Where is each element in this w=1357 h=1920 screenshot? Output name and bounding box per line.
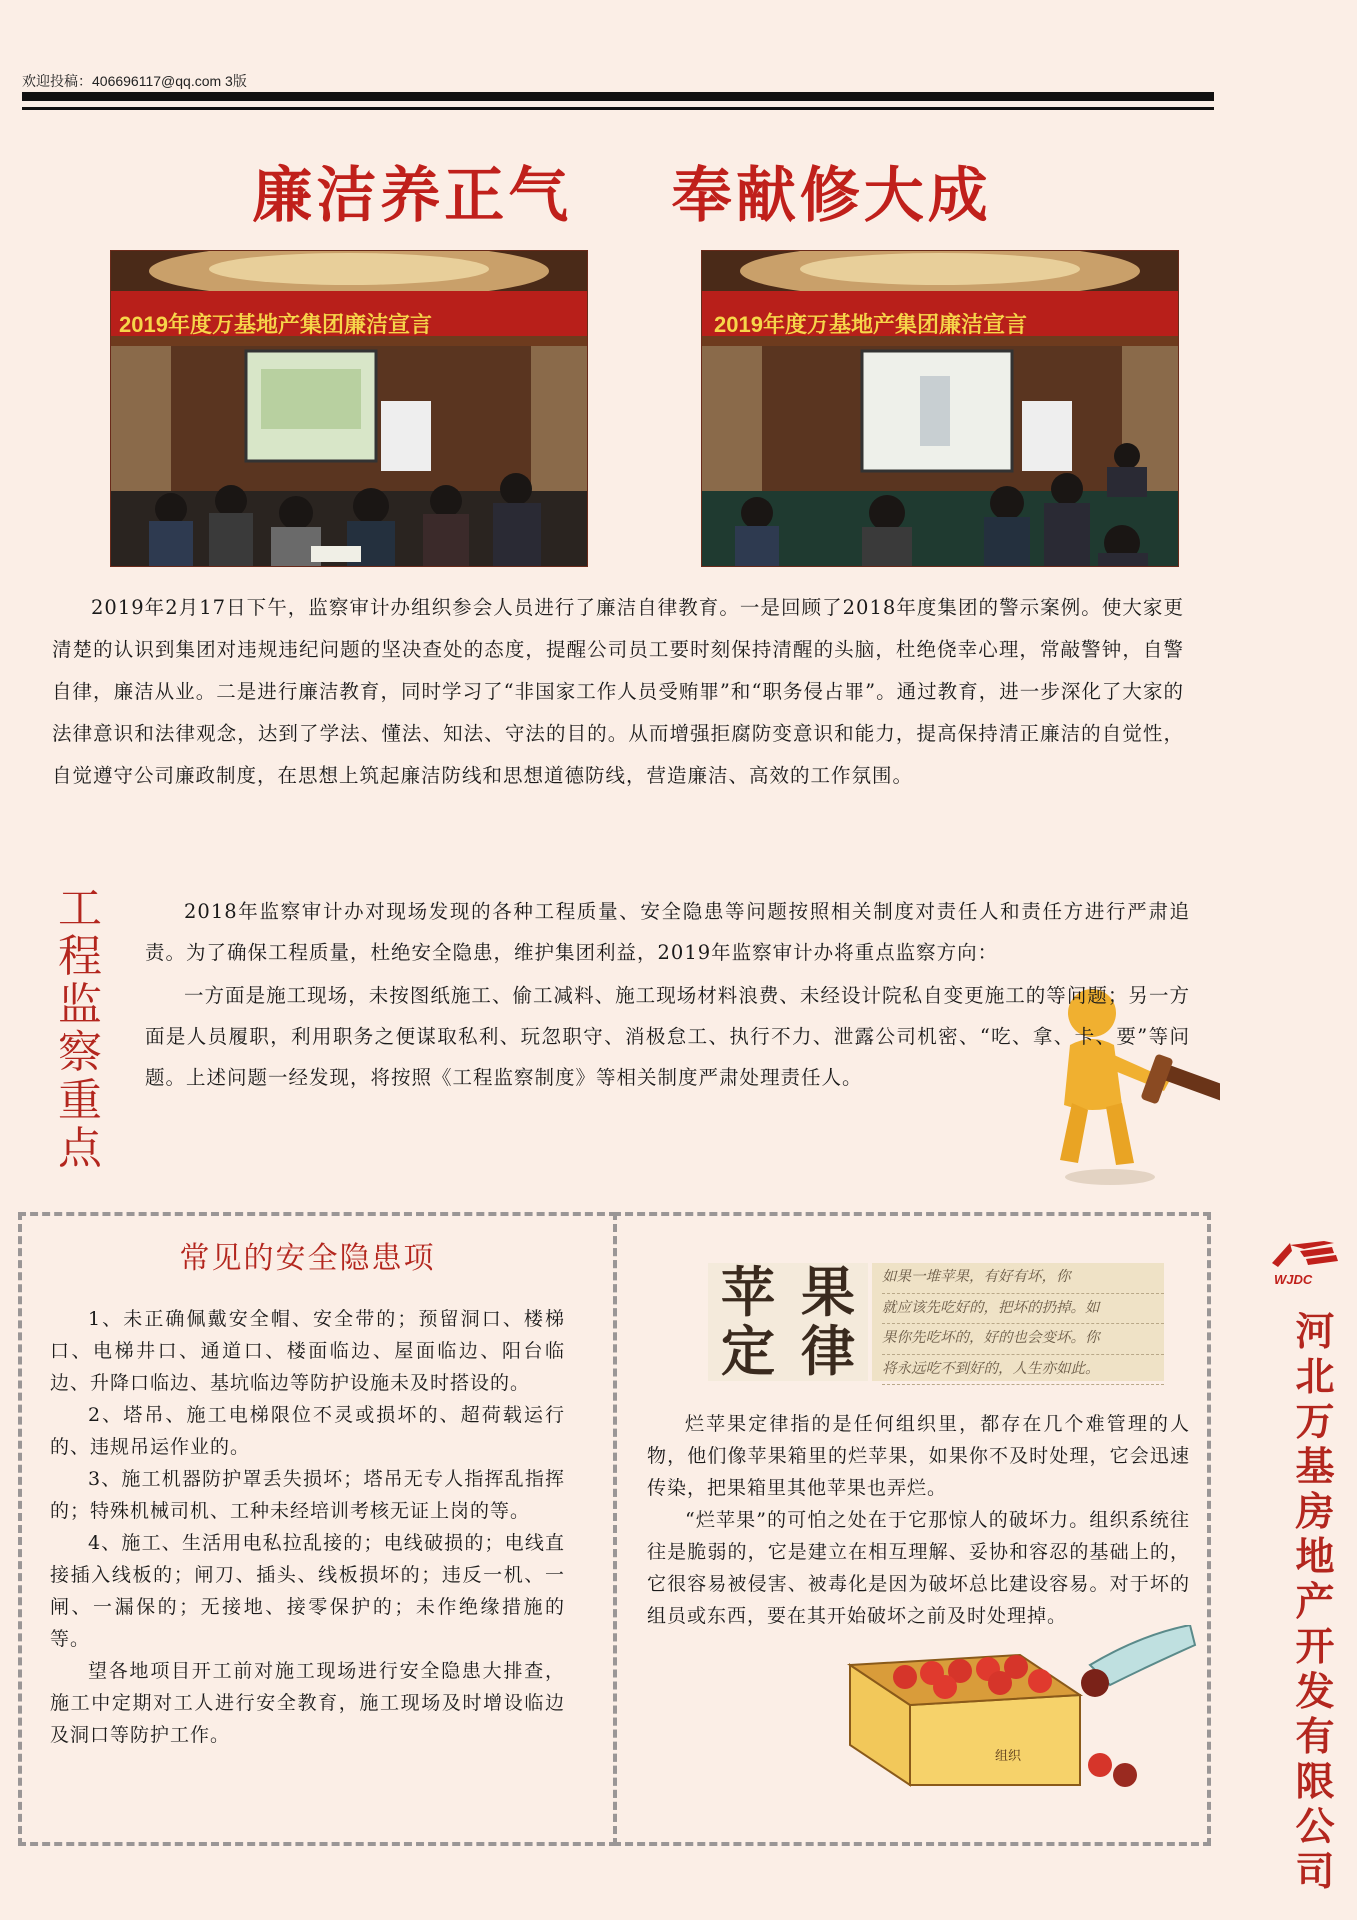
section-title-char: 程: [58, 931, 102, 982]
safety-item: 2、塔吊、施工电梯限位不灵或损坏的、超荷载运行的、违规吊运作业的。: [50, 1404, 565, 1458]
meeting-photo-2: [701, 250, 1179, 567]
page-headline: 廉洁养正气 奉献修大成: [252, 161, 992, 231]
company-char: 产: [1295, 1581, 1335, 1624]
apple-para-1: 烂苹果定律指的是任何组织里，都存在几个难管理的人物，他们像苹果箱里的烂苹果，如果你不及时处理，它会迅速传染，把果箱里其他苹果也弄烂。: [647, 1413, 1190, 1499]
apple-crate-illustration: [840, 1625, 1200, 1810]
article-supervision: [145, 891, 1190, 1098]
section-title-char: 监: [58, 979, 102, 1030]
article-education-text: 2019年2月17日下午，监察审计办组织参会人员进行了廉洁自律教育。一是回顾了2018年度集团的警示案例。使大家更清楚的认识到集团对违规违纪问题的坚决查处的态度，提醒公司员工要时刻保持清醒的头脑，杜绝侥幸心理，常敲警钟，自警自律，廉洁从业。二是进行廉洁教育，同时学习了“非国家工作人员受贿罪”和“职务侵占罪”。通过教育，进一步深化了大家的法律意识和法律观念，达到了学法、懂法、知法、守法的目的。从而增强拒腐防变意识和能力，提高保持清正廉洁的自觉性，自觉遵守公司廉政制度，在思想上筑起廉洁防线和思想道德防线，营造廉洁、高效的工作氛围。: [52, 596, 1184, 787]
company-char: 司: [1295, 1851, 1335, 1894]
apple-law-logo: [708, 1263, 868, 1381]
company-char: 万: [1295, 1401, 1335, 1444]
logo-char: 律: [801, 1320, 855, 1383]
company-char: 房: [1295, 1491, 1335, 1534]
company-char: 公: [1295, 1806, 1335, 1849]
photo-1-banner: 2019年度万基地产集团廉洁宣言: [119, 312, 432, 337]
company-logo: [1264, 1237, 1344, 1291]
company-char: 发: [1295, 1671, 1335, 1714]
logo-char: 果: [801, 1261, 855, 1324]
quote-line: 将永远吃不到好的，人生亦如此。: [882, 1355, 1164, 1386]
header-rule-thick: [22, 92, 1214, 101]
safety-content: [50, 1233, 565, 1751]
company-char: 地: [1295, 1536, 1335, 1579]
quote-line: 就应该先吃好的，把坏的扔掉。如: [882, 1294, 1164, 1325]
apple-law-text: [647, 1408, 1190, 1632]
safety-closing: 望各地项目开工前对施工现场进行安全隐患大排查，施工中定期对工人进行安全教育，施工现场及时增设临边及洞口等防护工作。: [50, 1660, 565, 1746]
supervision-para-2: 一方面是施工现场，未按图纸施工、偷工减料、施工现场材料浪费、未经设计院私自变更施工的等问题；另一方面是人员履职，利用职务之便谋取私利、玩忽职守、消极怠工、执行不力、泄露公司机密、“吃、拿、卡、要”等问题。上述问题一经发现，将按照《工程监察制度》等相关制度严肃处理责任人。: [145, 984, 1190, 1089]
safety-item: 4、施工、生活用电私拉乱接的；电线破损的；电线直接插入线板的；闸刀、插头、线板损坏的；违反一机、一闸、一漏保的；无接地、接零保护的；未作绝缘措施的等。: [50, 1532, 565, 1650]
header-rule-thin: [22, 107, 1214, 110]
company-char: 北: [1295, 1356, 1335, 1399]
contact-line: 欢迎投稿：406696117@qq.com 3版: [22, 73, 247, 89]
apple-para-2: “烂苹果”的可怕之处在于它那惊人的破坏力。组织系统往往是脆弱的，它是建立在相互理解、妥协和容忍的基础上的，它很容易被侵害、被毒化是因为破坏总比建设容易。对于坏的组员或东西，要在其开始破坏之前及时处理掉。: [647, 1509, 1190, 1627]
section-title-char: 点: [58, 1123, 102, 1174]
safety-item: 1、未正确佩戴安全帽、安全带的；预留洞口、楼梯口、电梯井口、通道口、楼面临边、屋面临边、阳台临边、升降口临边、基坑临边等防护设施未及时搭设的。: [50, 1308, 565, 1394]
meeting-photo-2-illustration: [702, 251, 1178, 566]
section-title-char: 工: [58, 883, 102, 934]
safety-list: [50, 1303, 565, 1751]
company-char: 基: [1295, 1446, 1335, 1489]
quote-line: 如果一堆苹果，有好有坏，你: [882, 1263, 1164, 1294]
company-logo-text: WJDC: [1274, 1272, 1313, 1287]
section-title-vertical: [54, 885, 106, 1173]
quote-line: 果你先吃坏的，好的也会变坏。你: [882, 1324, 1164, 1355]
safety-title: 常见的安全隐患项: [179, 1241, 436, 1276]
company-char: 开: [1295, 1626, 1335, 1669]
company-name-vertical: [1286, 1310, 1344, 1895]
logo-char: 苹: [721, 1261, 775, 1324]
company-char: 河: [1295, 1311, 1335, 1354]
article-education: [52, 587, 1184, 797]
company-char: 限: [1295, 1761, 1335, 1804]
logo-char: 定: [721, 1320, 775, 1383]
section-title-char: 重: [58, 1075, 102, 1126]
section-title-char: 察: [58, 1027, 102, 1078]
photo-2-banner: 2019年度万基地产集团廉洁宣言: [714, 312, 1027, 337]
safety-item: 3、施工机器防护罩丢失损坏；塔吊无专人指挥乱指挥的；特殊机械司机、工种未经培训考核无证上岗的等。: [50, 1468, 565, 1522]
meeting-photo-1-illustration: [111, 251, 587, 566]
supervision-para-1: 2018年监察审计办对现场发现的各种工程质量、安全隐患等问题按照相关制度对责任人和责任方进行严肃追责。为了确保工程质量，杜绝安全隐患，维护集团利益，2019年监察审计办将重点监察方向：: [145, 900, 1190, 964]
meeting-photo-1: [110, 250, 588, 567]
company-char: 有: [1295, 1716, 1335, 1759]
crate-label: 组织: [995, 1749, 1022, 1764]
apple-quote: [872, 1263, 1164, 1381]
